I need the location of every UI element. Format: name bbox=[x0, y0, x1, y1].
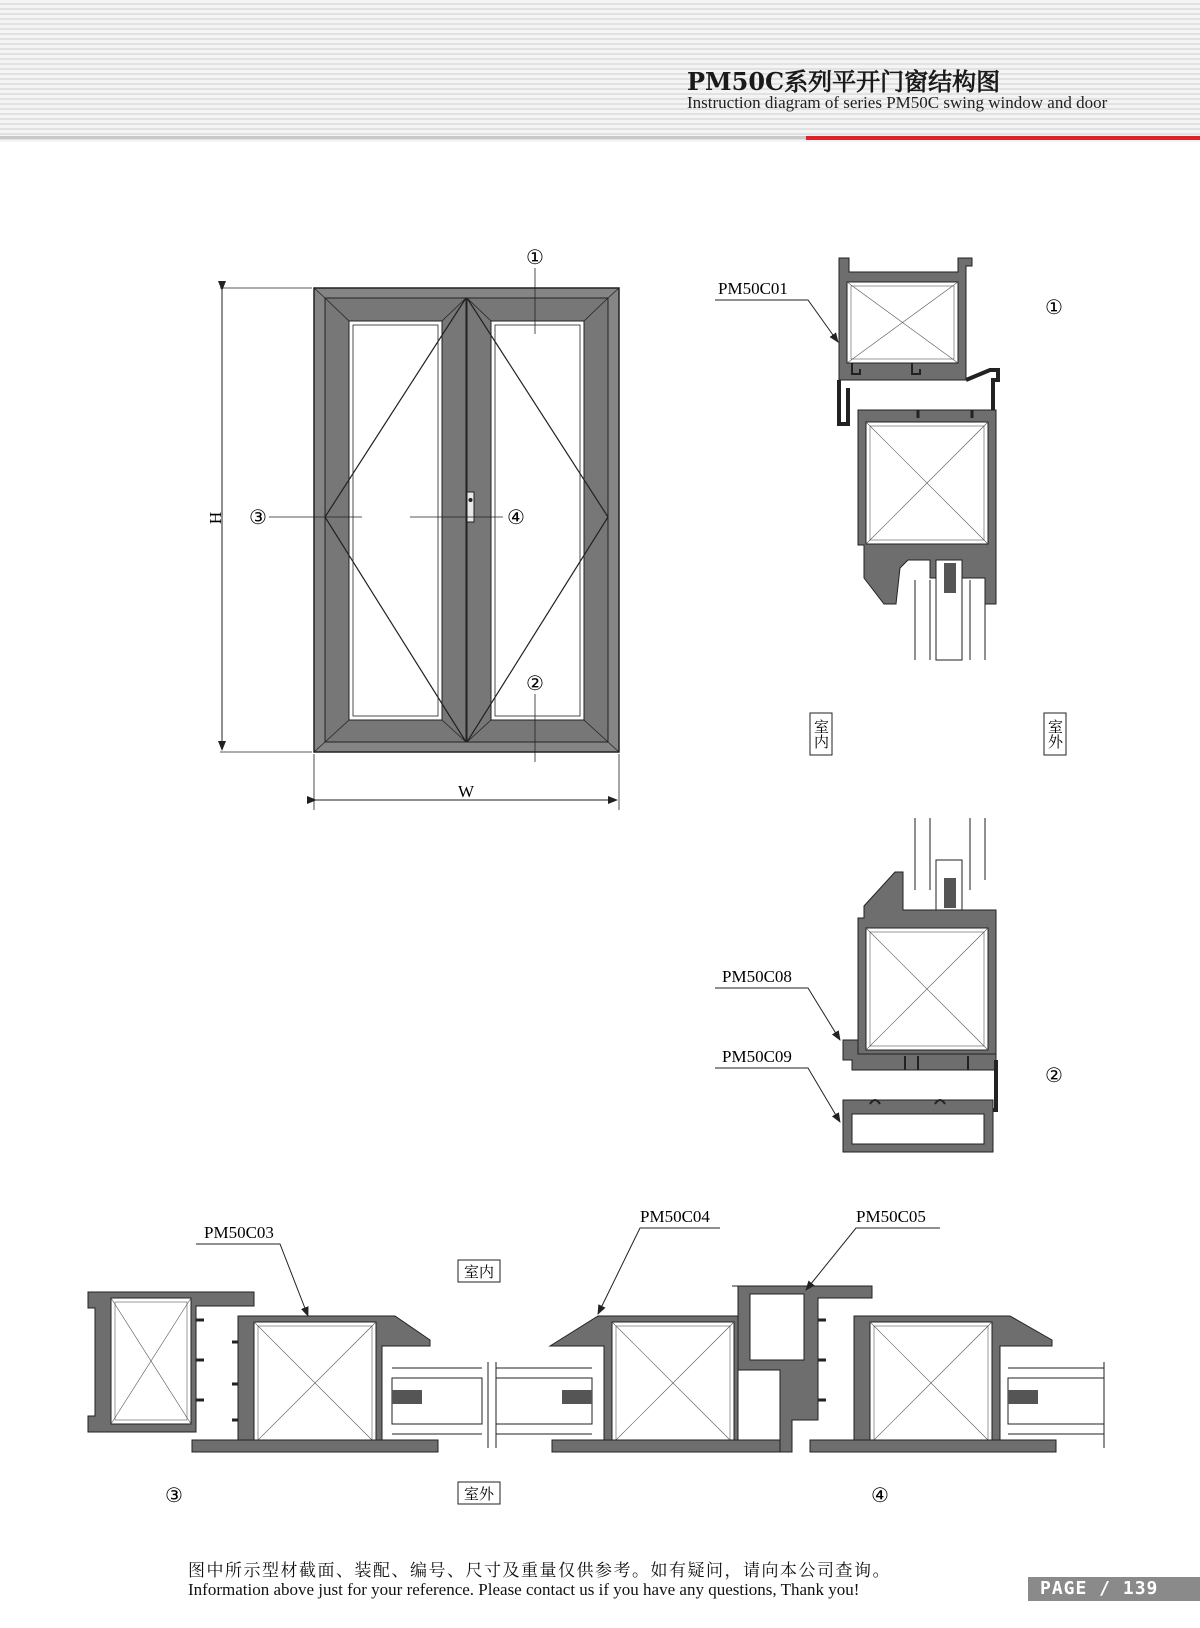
part-label-pm50c01: PM50C01 bbox=[718, 279, 788, 298]
section-4-mullion-profile bbox=[496, 1228, 1104, 1452]
elevation-callout-1: ① bbox=[526, 245, 544, 269]
section-4-marker: ④ bbox=[871, 1483, 889, 1507]
part-label-pm50c04: PM50C04 bbox=[640, 1207, 710, 1226]
indoor-vertical-label: 室内 bbox=[812, 719, 830, 749]
section-2-marker: ② bbox=[1045, 1063, 1063, 1087]
elevation-callout-2: ② bbox=[526, 671, 544, 695]
page-title-cn: PM50C系列平开门窗结构图 bbox=[687, 67, 1001, 96]
indoor-label: 室内 bbox=[463, 1263, 495, 1281]
part-label-pm50c09: PM50C09 bbox=[722, 1047, 792, 1066]
section-1-marker: ① bbox=[1045, 295, 1063, 319]
elevation-callout-3: ③ bbox=[249, 505, 267, 529]
page-title-en: Instruction diagram of series PM50C swing window and door bbox=[687, 93, 1108, 112]
dimension-height-label: H bbox=[206, 511, 225, 525]
dimension-width-label: W bbox=[457, 782, 475, 801]
footer-note-cn: 图中所示型材截面、装配、编号、尺寸及重量仅供参考。如有疑问，请向本公司查询。 bbox=[188, 1561, 891, 1581]
part-label-pm50c03: PM50C03 bbox=[204, 1223, 274, 1242]
elevation-callout-4: ④ bbox=[507, 505, 525, 529]
right-glass-pane bbox=[491, 321, 584, 720]
part-label-pm50c05: PM50C05 bbox=[856, 1207, 926, 1226]
section-3-jamb-profile bbox=[88, 1244, 482, 1452]
left-glass-pane bbox=[349, 321, 442, 720]
part-label-pm50c08: PM50C08 bbox=[722, 967, 792, 986]
outdoor-vertical-label: 室外 bbox=[1046, 719, 1064, 749]
outdoor-label: 室外 bbox=[463, 1485, 495, 1503]
page-number-badge: PAGE / 139 bbox=[1028, 1577, 1200, 1601]
section-3-marker: ③ bbox=[165, 1483, 183, 1507]
door-handle bbox=[467, 492, 474, 522]
door-elevation bbox=[220, 268, 619, 810]
section-1-head-profile bbox=[715, 258, 1066, 755]
footer-note-en: Information above just for your reference. Please contact us if you have any questions, Thank you! bbox=[188, 1580, 860, 1599]
